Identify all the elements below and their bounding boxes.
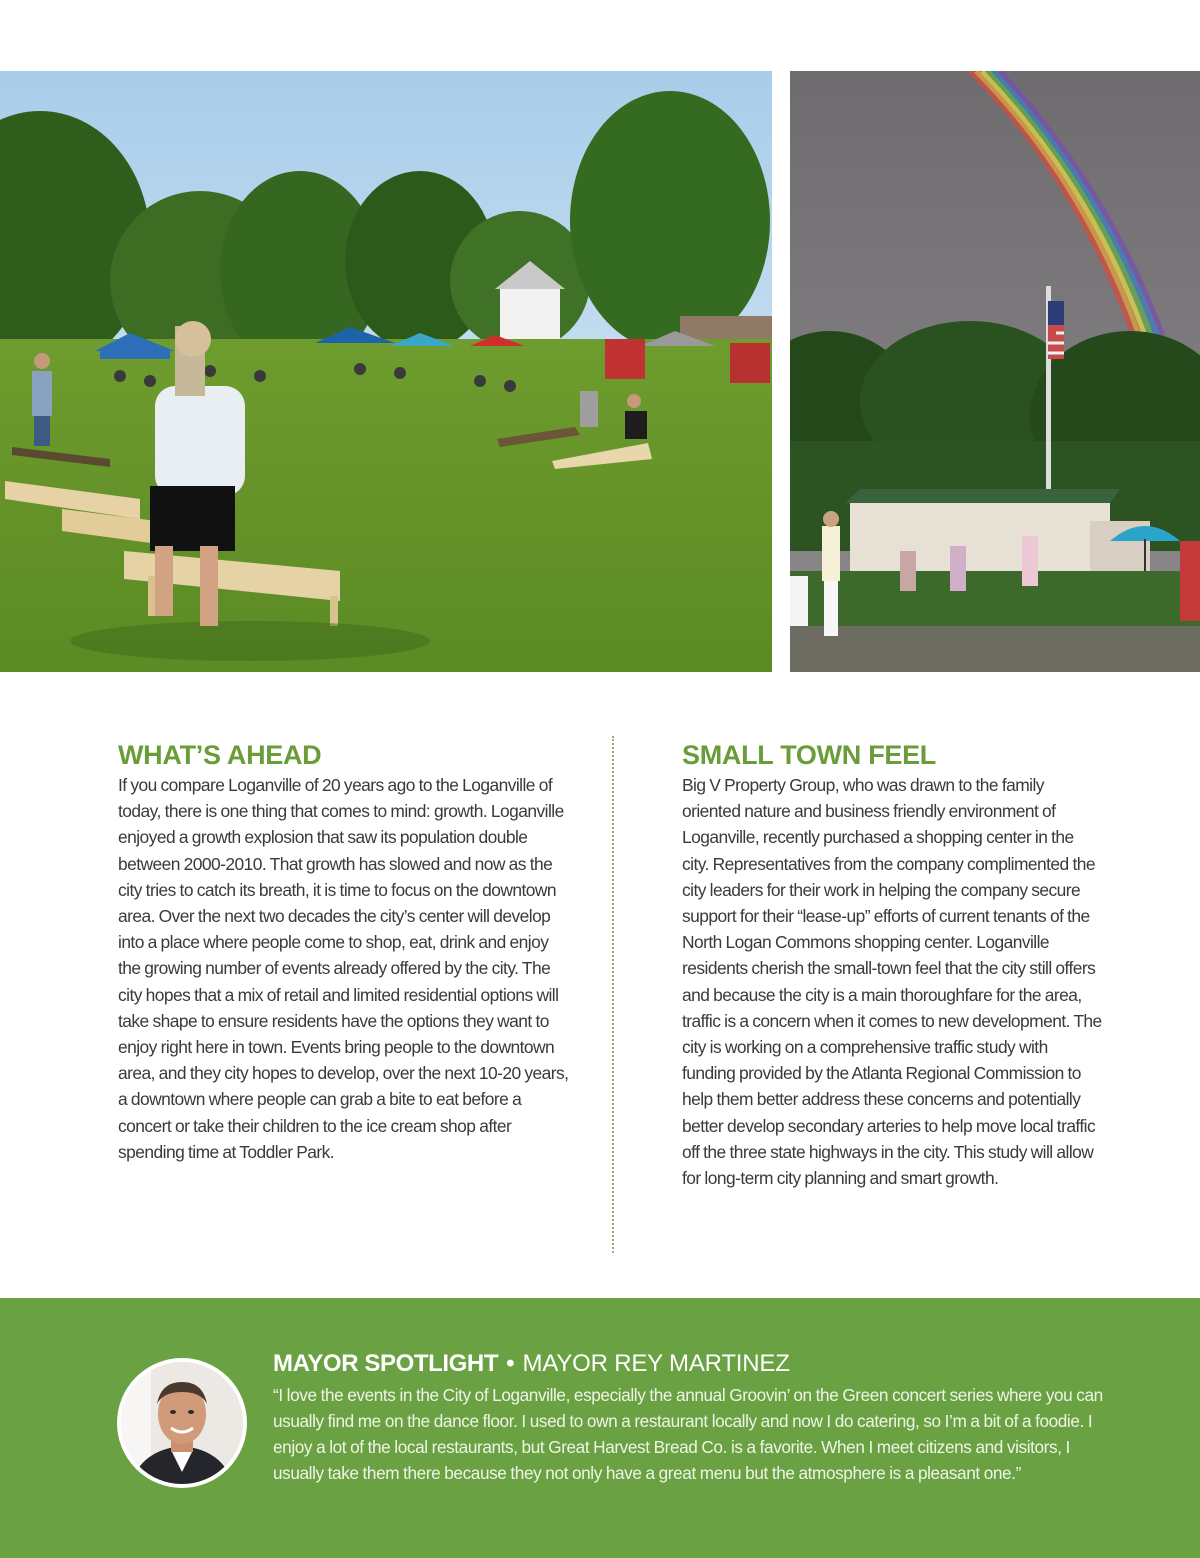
small-town-feel-body: Big V Property Group, who was drawn to the family oriented nature and business friendly environment of Loganville, recently purchased a shopping center in the city. Representatives from the company complimented the city leaders for their work in helping the company secure support for their “lease-up” efforts of current tenants of the North Logan Commons shopping center. Loganville residents cherish the small-town feel that the city still offers and because the city is a main thoroughfare for the area, traffic is a concern when it comes to new development. The city is working on a comprehensive traffic study with funding provided by the Atlanta Regional Commission to help them better address these concerns and potentially better develop secondary arteries to help move local traffic off the three state highways in the city. This study will allow for long-term city planning and smart growth. [682,775,1102,1189]
mayor-portrait [117,1358,247,1488]
mayor-name: MAYOR REY MARTINEZ [522,1350,790,1377]
column-divider [612,736,614,1253]
mayor-portrait-illustration [121,1362,243,1484]
small-town-feel-heading: SMALL TOWN FEEL [682,740,936,770]
whats-ahead-body: If you compare Loganville of 20 years ago to the Loganville of today, there is one thing that comes to mind: growth. Loganville enjoyed a growth explosion that saw its population double between 2000-2010. That growth has slowed and now as the city tries to catch its breath, it is time to focus on the downtown area. Over the next two decades the city’s center will develop into a place where people come to shop, eat, drink and enjoy the growing number of events already offered by the city. The city hopes that a mix of retail and limited residential options will take shape to ensure residents have the options they want to enjoy right here in town. Events bring people to the downtown area, and they city hopes to develop, over the next 10-20 years, a downtown where people can grab a bite to eat before a concert or take their children to the ice cream shop after spending time at Toddler Park. [118,775,569,1162]
mayor-quote: “I love the events in the City of Loganville, especially the annual Groovin’ on the Green concert series where you can usually find me on the dance floor. I used to own a restaurant locally and now I do catering, so I’m a bit of a foodie. I enjoy a lot of the local restaurants, but Great Harvest Bread Co. is a favorite. When I meet citizens and visitors, I usually take them there because they not only have a great menu but the atmosphere is a pleasant one.” [273,1385,1103,1483]
mayor-spotlight-label: MAYOR SPOTLIGHT [273,1350,499,1377]
cornhole-lawn-illustration [0,71,772,672]
rainbow-flag-illustration [790,71,1200,672]
rainbow-flag-photo [790,71,1200,672]
whats-ahead-heading: WHAT’S AHEAD [118,740,322,770]
whats-ahead-section [118,738,570,1165]
mayor-spotlight-banner [0,1298,1200,1558]
mayor-spotlight-separator: • [506,1350,515,1377]
cornhole-lawn-photo [0,71,772,672]
mayor-spotlight-heading [273,1348,790,1380]
small-town-feel-section [682,738,1102,1191]
